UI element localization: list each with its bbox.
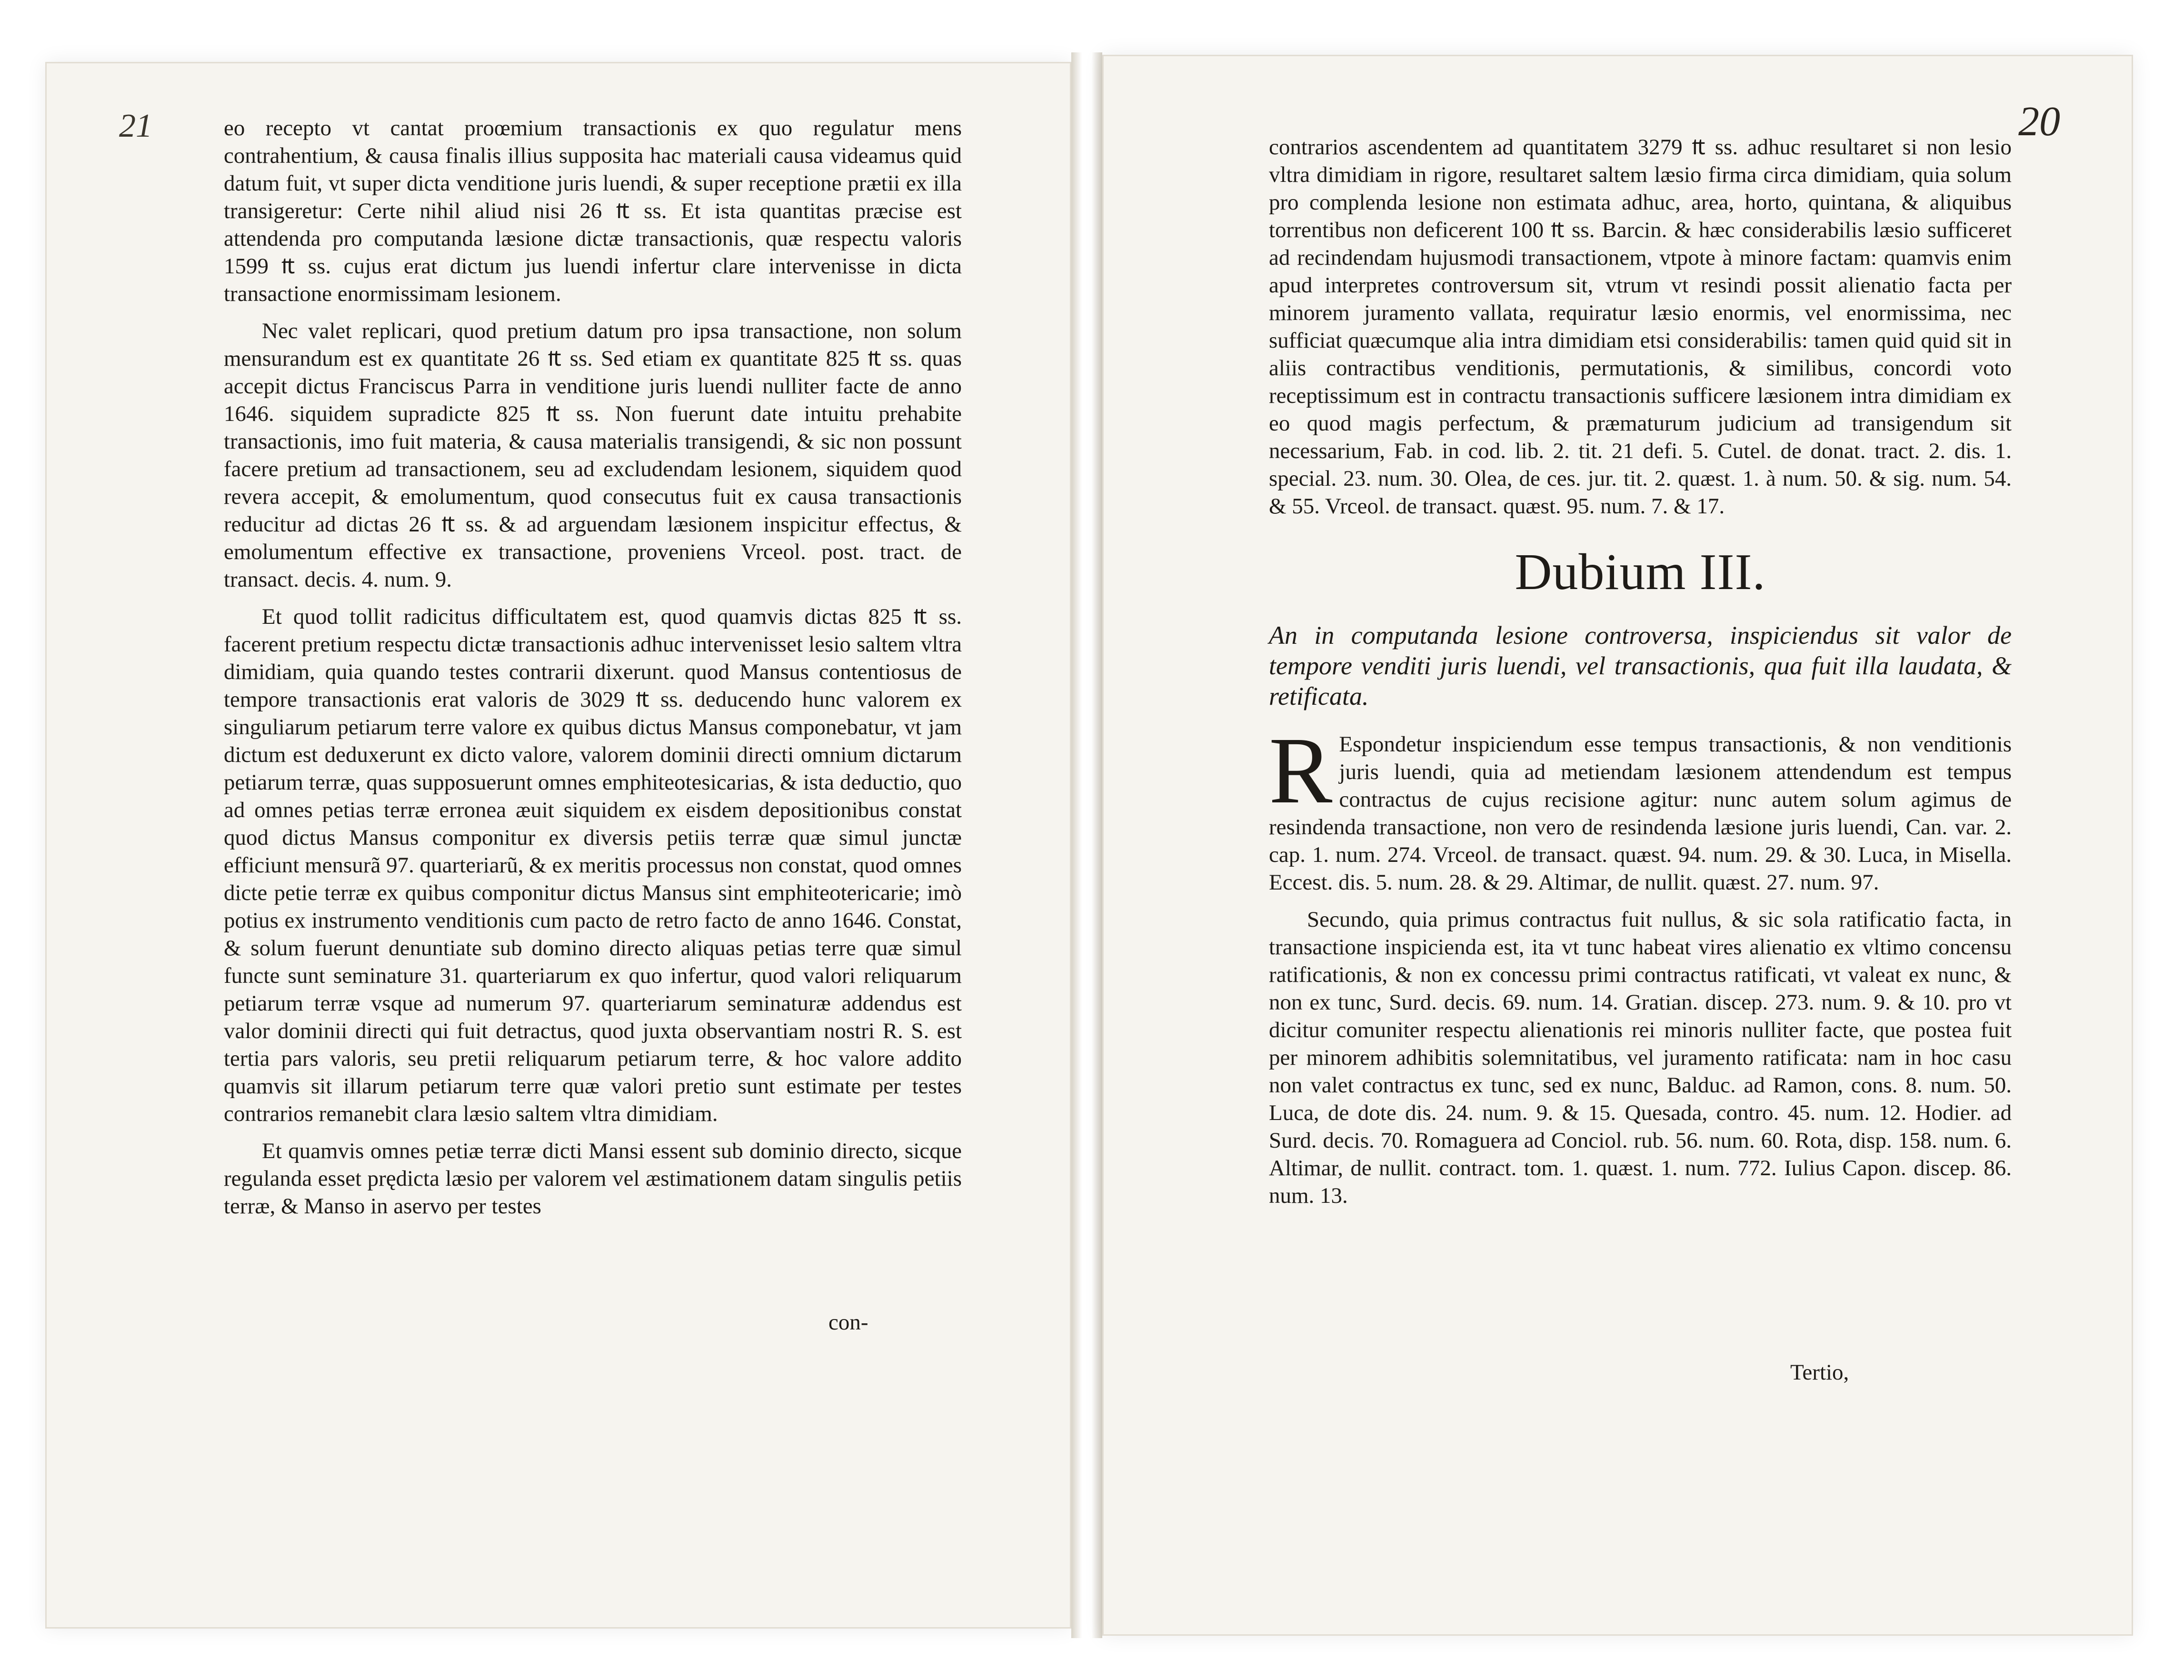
section-question: An in computanda lesione controversa, inspiciendus sit valor de tempore venditi juris luendi, vel transactionis, qua fuit illa laudata, & retificata. bbox=[1269, 621, 2012, 710]
right-text-column bbox=[1269, 133, 2012, 1219]
left-paragraph-1: eo recepto vt cantat proœmium transactionis ex quo regulatur mens contrahentium, & causa finalis illius supposita hac materiali causa videamus quid datum fuit, vt super dicta venditione juris luendi, & super receptione prætii ex illa transigeretur: Certe nihil aliud nisi 26 ₶ ss. Et ista quantitas præcise est attendenda pro computanda læsione dictæ transactionis, quæ respectu valoris 1599 ₶ ss. cujus erat dictum jus luendi infertur clare intervenisse in dicta transactione enormissimam lesionem. bbox=[224, 116, 962, 306]
left-paragraph-3: Et quod tollit radicitus difficultatem est, quod quamvis dictas 825 ₶ ss. facerent pretium respectu dictæ transactionis adhuc intervenisset lesio saltem vltra dimidiam, quia quando testes contrarii dixerunt. quod Mansus contentiosus de tempore transactionis erat valoris de 3029 ₶ ss. deducendo hunc valorem ex singuliarum petiarum terre valore ex quibus dictus Mansus componebatur, vt jam dictum est deduxerunt ex dicto valore, valorem dominii directi omnium dictarum petiarum terræ, quas supposuerunt omnes emphiteotesicarias, & ista deductio, quo ad omnes petias terræ erronea æuit siquidem ex eisdem depositionibus constat quod dictus Mansus componitur ex diversis petiis terræ quæ simul junctæ efficiunt mensurã 97. quarteriarũ, & ex meritis processus non constat, quod omnes dicte petie terræ ex quibus componitur dictus Mansus sint emphiteotericarie; imò potius ex instrumento venditionis cum pacto de retro facto de anno 1646. Constat, & solum fuerunt denuntiate sub domino directo aliquas petias terre quæ simul functe sunt seminature 31. quarteriarum ex quo infertur, quod valori reliquarum petiarum terræ vsque ad numerum 97. quarteriarum seminaturæ addendus est valor dominii directi qui fuit detractus, quod juxta observantiam nostri R. S. est tertia pars valoris, seu pretii reliquarum petiarum terre, & hoc valore addito quamvis sit illarum petiarum terre quæ valori pretio sunt estimate per testes contrarios remanebit clara læsio saltem vltra dimidiam. bbox=[224, 604, 962, 1126]
left-corner-mark: 21 bbox=[119, 108, 152, 144]
left-text-column bbox=[224, 114, 962, 1230]
answer-paragraph-1 bbox=[1269, 718, 2012, 896]
section-heading: Dubium III. bbox=[1515, 544, 1766, 600]
folio-number: 20 bbox=[2018, 99, 2060, 145]
answer-paragraph-2: Secundo, quia primus contractus fuit nullus, & sic sola ratificatio facta, in transactione inspicienda est, ita vt tunc habeat vires alienatio ex vltimo concensu ratificationis, & non ex concessu primi contractus ratificati, vt valeat ex nunc, & non ex tunc, Surd. decis. 69. num. 14. Gratian. discep. 273. num. 9. & 10. pro vt dicitur comuniter respectu alienationis rei minoris nulliter facte, que postea fuit per minorem adhibitis solemnitatibus, vel juramento ratificata: nam in hoc casu non valet contractus ex tunc, sed ex nunc, Balduc. ad Ramon, cons. 8. num. 50. Luca, de dote dis. 24. num. 9. & 15. Quesada, contro. 45. num. 12. Hodier. ad Surd. decis. 70. Romaguera ad Conciol. rub. 56. num. 60. Rota, disp. 158. num. 6. Altimar, de nullit. contract. tom. 1. quæst. 1. num. 772. Iulius Capon. discep. 86. num. 13. bbox=[1269, 907, 2012, 1208]
drop-cap-letter: R bbox=[1269, 718, 1333, 823]
book-gutter bbox=[1071, 52, 1102, 1638]
left-paragraph-2: Nec valet replicari, quod pretium datum pro ipsa transactione, non solum mensurandum est ex quantitate 26 ₶ ss. Sed etiam ex quantitate 825 ₶ ss. quas accepit dictus Franciscus Parra in venditione juris luendi nulliter facte de anno 1646. siquidem supradicte 825 ₶ ss. Non fuerunt date intuitu prehabite transactionis, imo fuit materia, & causa materialis transigendi, & sic non possunt facere pretium ad transactionem, seu ad excludendam lesionem, siquidem quod revera accepit, & emolumentum, quod consecutus fuit ex causa transactionis reducitur ad dictas 26 ₶ ss. & ad arguendam læsionem inspicitur effectus, & emolumentum effective ex transactione, proveniens Vrceol. post. tract. de transact. decis. 4. num. 9. bbox=[224, 319, 962, 592]
right-catchword: Tertio, bbox=[1790, 1360, 1849, 1385]
left-catchword: con- bbox=[828, 1310, 868, 1335]
left-paragraph-4: Et quamvis omnes petiæ terræ dicti Mansi essent sub dominio directo, sicque regulanda esset prędicta læsio per valorem vel æstimationem datam singulis petiis terræ, & Manso in aservo per testes bbox=[224, 1139, 962, 1219]
right-paragraph-1: contrarios ascendentem ad quantitatem 3279 ₶ ss. adhuc resultaret si non lesio vltra dimidiam in rigore, resultaret saltem læsio firma circa dimidiam, quia solum pro complenda lesione non estimata adhuc, area, horto, quintana, & aliquibus torrentibus non deficerent 100 ₶ ss. Barcin. & hæc considerabilis læsio sufficeret ad recindendam hujusmodi transactionem, vtpote à minore factam: quamvis enim apud interpretes controversum sit, vtrum vt resindi possit alienatio facta per minorem juramento vallata, requiratur læsio enormis, vel enormissima, nec sufficiat quæcumque alia intra dimidiam etsi considerabilis: tamen quid quid sit in aliis contractibus venditionis, permutationis, & similibus, concordi voto receptissimum est in contractu transactionis sufficere læsionem intra dimidiam ex eo quod magis perfectum, & præmaturum judicium ad transigendum sit necessarium, Fab. in cod. lib. 2. tit. 21 defi. 5. Cutel. de donat. tract. 2. dis. 1. special. 23. num. 30. Olea, de ces. jur. tit. 2. quæst. 1. à num. 50. & sig. num. 54. & 55. Vrceol. de transact. quæst. 95. num. 7. & 17. bbox=[1269, 135, 2012, 519]
answer-paragraph-1-text: Espondetur inspiciendum esse tempus transactionis, & non venditionis juris luendi, quia ad metiendam læsionem attendendum est tempus contractus de cujus recisione agitur: nunc autem solum agimus de resindenda transactione, non vero de resindenda læsione juris luendi, Can. var. 2. cap. 1. num. 274. Vrceol. de transact. quæst. 94. num. 29. & 30. Luca, in Misella. Eccest. dis. 5. num. 28. & 29. Altimar, de nullit. quæst. 27. num. 97. bbox=[1269, 732, 2012, 895]
